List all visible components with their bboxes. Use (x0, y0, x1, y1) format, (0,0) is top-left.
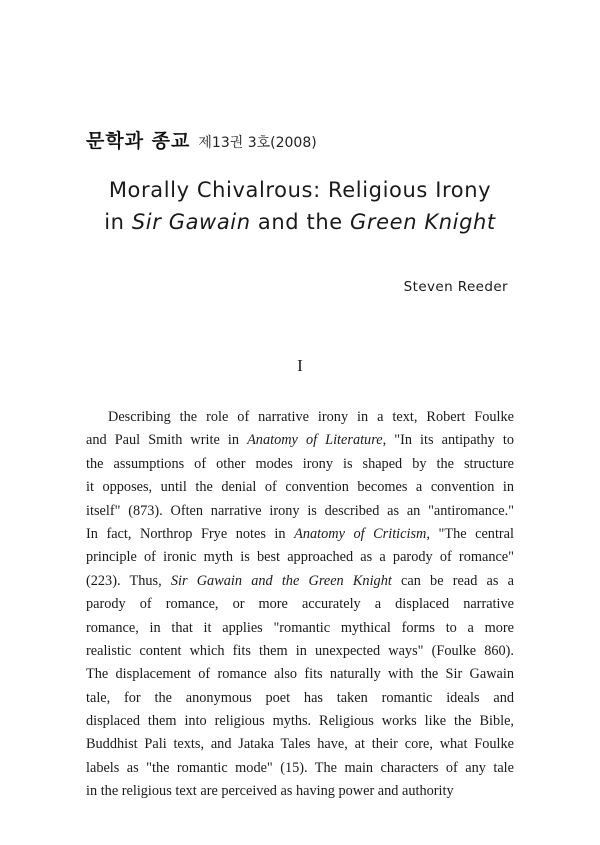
journal-header (86, 126, 317, 156)
body-line: displaced them into religious myths. Religious works like the Bible, (86, 713, 514, 730)
body-text-run: (223). Thus, (86, 572, 171, 589)
body-line: Describing the role of narrative irony in a text, Robert Foulke (108, 409, 514, 425)
body-line: realistic content which fits them in unexpected ways" (Foulke 860). (86, 642, 514, 659)
body-text-run: , "The central (426, 525, 514, 542)
article-title-line-1: Morally Chivalrous: Religious Irony (108, 178, 492, 202)
body-text-run: , "In its antipathy to (382, 432, 515, 449)
title-line2-mid: and the (250, 210, 351, 234)
body-line (86, 570, 514, 593)
article-title-line-2 (0, 210, 600, 234)
body-line: itself" (873). Often narrative irony is described as an "antiromance." (86, 502, 514, 519)
body-line: it opposes, until the denial of convention becomes a convention in (86, 479, 514, 496)
body-line: in the religious text are perceived as having power and authority (86, 783, 454, 800)
body-text-run: and Paul Smith write in (86, 432, 248, 449)
title-line2-prefix: in (104, 210, 132, 234)
body-italic-run: Sir Gawain and the Green Knight (170, 572, 392, 589)
body-line (86, 523, 514, 546)
body-line: Buddhist Pali texts, and Jataka Tales have, at their core, what Foulke (86, 736, 514, 753)
body-line (86, 429, 514, 452)
body-line: labels as "the romantic mode" (15). The main characters of any tale (86, 759, 514, 776)
title-italic-green-knight: Green Knight (350, 210, 496, 234)
section-heading: I (297, 356, 303, 375)
body-line: principle of ironic myth is best approached as a parody of romance" (86, 549, 514, 566)
body-text-run: In fact, Northrop Frye notes in (86, 525, 295, 542)
body-text-run: can be read as a (391, 572, 514, 589)
body-line: The displacement of romance also fits naturally with the Sir Gawain (86, 666, 514, 683)
author-name: Steven Reeder (403, 279, 508, 295)
journal-name: 문학과 종교 (86, 130, 191, 152)
body-paragraph (86, 406, 514, 804)
body-line: romance, in that it applies "romantic mythical forms to a more (86, 619, 514, 636)
body-italic-run: Anatomy of Criticism (294, 525, 427, 542)
body-line: parody of romance, or more accurately a displaced narrative (86, 596, 514, 613)
title-italic-sir-gawain: Sir Gawain (131, 210, 251, 234)
body-italic-run: Anatomy of Literature (247, 432, 383, 449)
body-line: tale, for the anonymous poet has taken romantic ideals and (86, 689, 514, 706)
body-line: the assumptions of other modes irony is shaped by the structure (86, 455, 514, 472)
journal-issue: 제13권 3호(2008) (198, 135, 317, 151)
